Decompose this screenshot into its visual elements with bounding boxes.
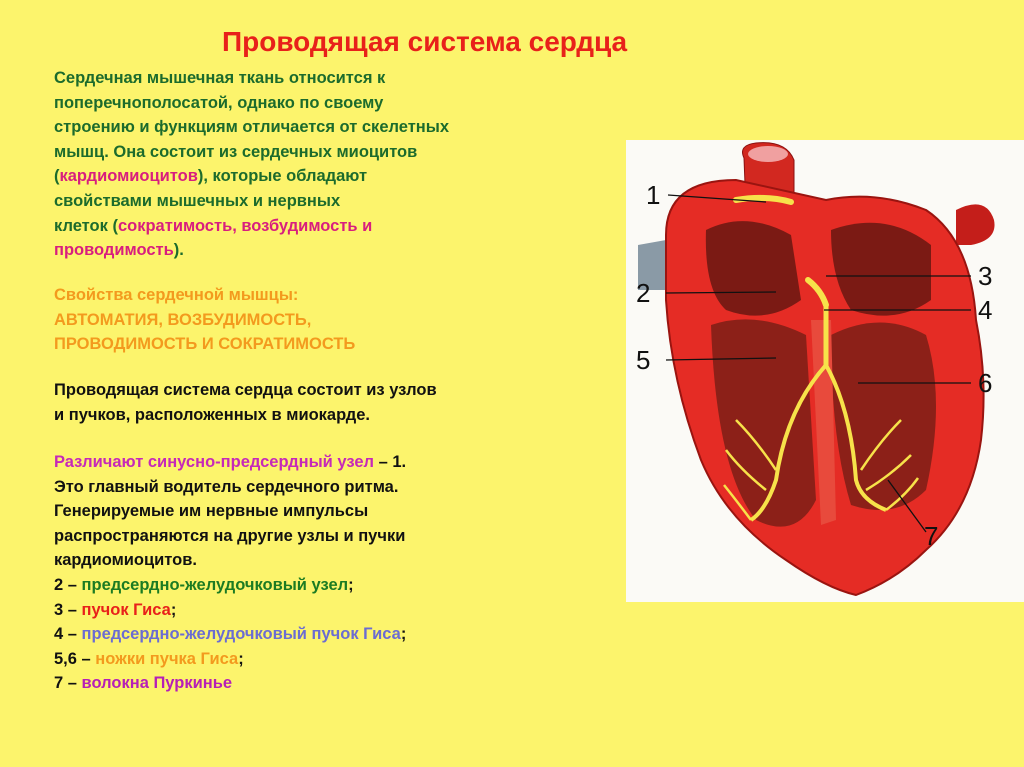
legend-line: распространяются на другие узлы и пучки xyxy=(54,526,406,545)
properties-heading: Свойства сердечной мышцы: xyxy=(54,286,299,304)
sa-node-label: Различают синусно-предсердный узел xyxy=(54,453,375,471)
legend-item-text: пучок Гиса xyxy=(81,600,171,619)
intro-line xyxy=(54,214,554,239)
intro-line: мышц. Она состоит из сердечных миоцитов xyxy=(54,142,418,161)
diagram-label-6: 6 xyxy=(978,368,993,398)
intro-text: ), которые обладают xyxy=(197,167,368,186)
intro-text: ). xyxy=(173,241,184,260)
left-atrium-cavity xyxy=(706,221,801,316)
properties-line: ПРОВОДИМОСТЬ И СОКРАТИМОСТЬ xyxy=(54,335,356,354)
page-title: Проводящая система сердца xyxy=(222,26,628,57)
legend-line: Генерируемые им нервные импульсы xyxy=(54,502,369,521)
legend-line: Это главный водитель сердечного ритма. xyxy=(54,477,399,496)
intro-line: строению и функциям отличается от скелетных xyxy=(54,118,450,137)
legend-item-text: волокна Пуркинье xyxy=(81,674,233,693)
term-cardiomyocytes: кардиомиоцитов xyxy=(59,167,198,186)
aorta-opening xyxy=(748,146,788,162)
intro-text: клеток ( xyxy=(54,216,118,235)
legend-item: 7 – волокна Пуркинье xyxy=(54,674,233,693)
legend-item-text: предсердно-желудочковый узел xyxy=(81,575,349,594)
diagram-label-1: 1 xyxy=(646,180,661,210)
legend-item: 2 – предсердно-желудочковый узел; xyxy=(54,575,354,594)
intro-paragraph xyxy=(54,66,554,263)
legend-item-text: предсердно-желудочковый пучок Гиса xyxy=(81,625,401,644)
intro-line xyxy=(54,164,554,189)
term-conductivity: проводимость xyxy=(54,241,174,260)
composition-line: и пучков, расположенных в миокарде. xyxy=(54,405,371,424)
open-paren: ( xyxy=(54,167,60,186)
term-properties: сократимость, возбудимость и xyxy=(117,216,373,235)
diagram-label-3: 3 xyxy=(978,261,993,291)
diagram-label-7: 7 xyxy=(924,521,939,551)
intro-line: Сердечная мышечная ткань относится к xyxy=(54,69,386,87)
legend-item: 5,6 – ножки пучка Гиса; xyxy=(54,649,244,668)
composition-line: Проводящая система сердца состоит из узлов xyxy=(54,381,437,399)
diagram-label-4: 4 xyxy=(978,295,993,325)
composition-block xyxy=(54,378,437,427)
legend-item: 3 – пучок Гиса; xyxy=(54,600,177,619)
sa-node-number: – 1. xyxy=(374,453,407,471)
legend-block xyxy=(54,450,406,696)
pulmonary-vessel-right xyxy=(956,204,995,245)
intro-line xyxy=(54,238,554,263)
legend-item: 4 – предсердно-желудочковый пучок Гиса; xyxy=(54,625,407,644)
heart-diagram xyxy=(626,140,1024,602)
legend-line xyxy=(54,450,406,475)
properties-line: АВТОМАТИЯ, ВОЗБУДИМОСТЬ, xyxy=(54,310,312,329)
legend-item-text: ножки пучка Гиса xyxy=(95,649,239,668)
properties-block xyxy=(54,283,355,357)
intro-line: поперечнополосатой, однако по своему xyxy=(54,93,384,112)
diagram-label-5: 5 xyxy=(636,345,651,375)
diagram-label-2: 2 xyxy=(636,278,651,308)
legend-line: кардиомиоцитов. xyxy=(54,551,197,570)
intro-line: свойствами мышечных и нервных xyxy=(54,191,341,210)
heart-illustration xyxy=(626,140,1024,602)
